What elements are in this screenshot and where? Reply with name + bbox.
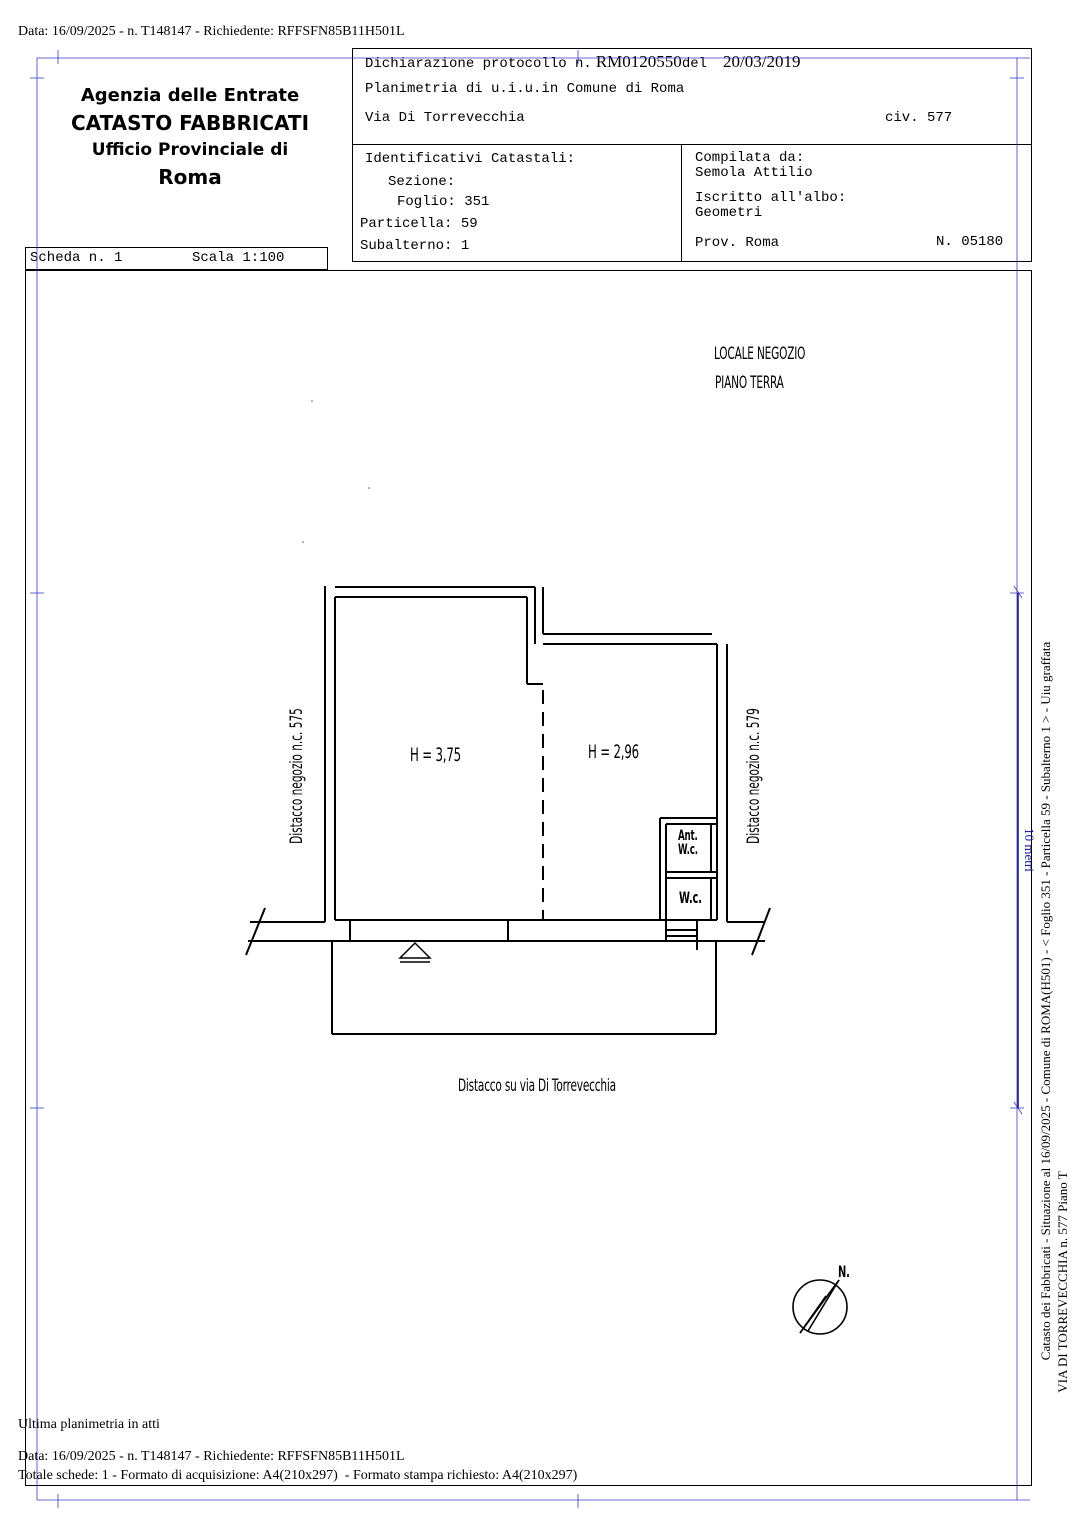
wc-label: W.c. (679, 888, 702, 907)
room-height-right: H = 2,96 (588, 741, 639, 763)
albo-number: N. 05180 (936, 234, 1004, 250)
north-label: N. (838, 1262, 850, 1281)
albo-label: Iscritto all'albo: (695, 190, 847, 206)
antiwc-line1: Ant. (678, 828, 698, 844)
side-text-line2: VIA DI TORREVECCHIA n. 577 Piano T (1055, 1171, 1070, 1393)
albo-value: Geometri (695, 205, 763, 221)
sezione-field: Sezione: (388, 174, 456, 190)
walls (246, 586, 770, 1034)
foglio-field: Foglio: 351 (397, 194, 490, 210)
identificativi-title: Identificativi Catastali: (365, 151, 576, 167)
protocol-number: RM0120550 (595, 52, 682, 71)
footer-request-info: Data: 16/09/2025 - n. T148147 - Richiedente: RFFSFN85B11H501L (18, 1449, 405, 1464)
compilata-label: Compilata da: (695, 150, 805, 166)
entrance-marker (400, 943, 430, 962)
antiwc-line2: W.c. (678, 842, 698, 858)
compilata-name: Semola Attilio (695, 165, 813, 181)
planimetria-line: Planimetria di u.i.u.in Comune di Roma (365, 81, 685, 97)
right-distance-label: Distacco negozio n.c. 579 (744, 708, 764, 844)
left-distance-label: Distacco negozio n.c. 575 (287, 708, 307, 844)
del-label: del (681, 56, 708, 72)
agency-name: Agenzia delle Entrate (80, 85, 300, 106)
scale-bar-label: 10 metri (1022, 828, 1037, 872)
protocol-date: 20/03/2019 (723, 52, 801, 71)
protocol-label: Dichiarazione protocollo n. (365, 56, 592, 72)
address-line: Via Di Torrevecchia (365, 110, 525, 126)
street-label: Distacco su via Di Torrevecchia (458, 1076, 616, 1096)
province: Prov. Roma (695, 235, 780, 251)
footer-last-plan: Ultima planimetria in atti (18, 1417, 160, 1432)
side-text-line1: Catasto dei Fabbricati - Situazione al 16/09/2025 - Comune di ROMA(H501) - < Foglio 351 - Particella 59 - Subalterno 1 > - Uiu graffata (1038, 641, 1053, 1361)
particella-field: Particella: 59 (360, 216, 478, 232)
civic-number: civ. 577 (885, 110, 953, 126)
header-request-info: Data: 16/09/2025 - n. T148147 - Richiedente: RFFSFN85B11H501L (18, 24, 405, 39)
antiwc-label (678, 829, 698, 857)
footer-format-info: Totale schede: 1 - Formato di acquisizione: A4(210x297) - Formato stampa richiesto: A4(210x297) (18, 1468, 578, 1483)
plan-title-line2: PIANO TERRA (715, 373, 784, 393)
subalterno-field: Subalterno: 1 (360, 238, 470, 254)
plan-title-line1: LOCALE NEGOZIO (714, 344, 806, 364)
ufficio-city: Roma (158, 165, 222, 189)
catasto-title: CATASTO FABBRICATI (70, 111, 310, 135)
scheda-number: Scheda n. 1 (30, 250, 123, 266)
crop-marks (30, 50, 1030, 1508)
ufficio-label: Ufficio Provinciale di (91, 140, 289, 160)
scale-label: Scala 1:100 (192, 250, 285, 266)
room-height-left: H = 3,75 (410, 744, 461, 766)
north-arrow-icon (793, 1280, 847, 1334)
